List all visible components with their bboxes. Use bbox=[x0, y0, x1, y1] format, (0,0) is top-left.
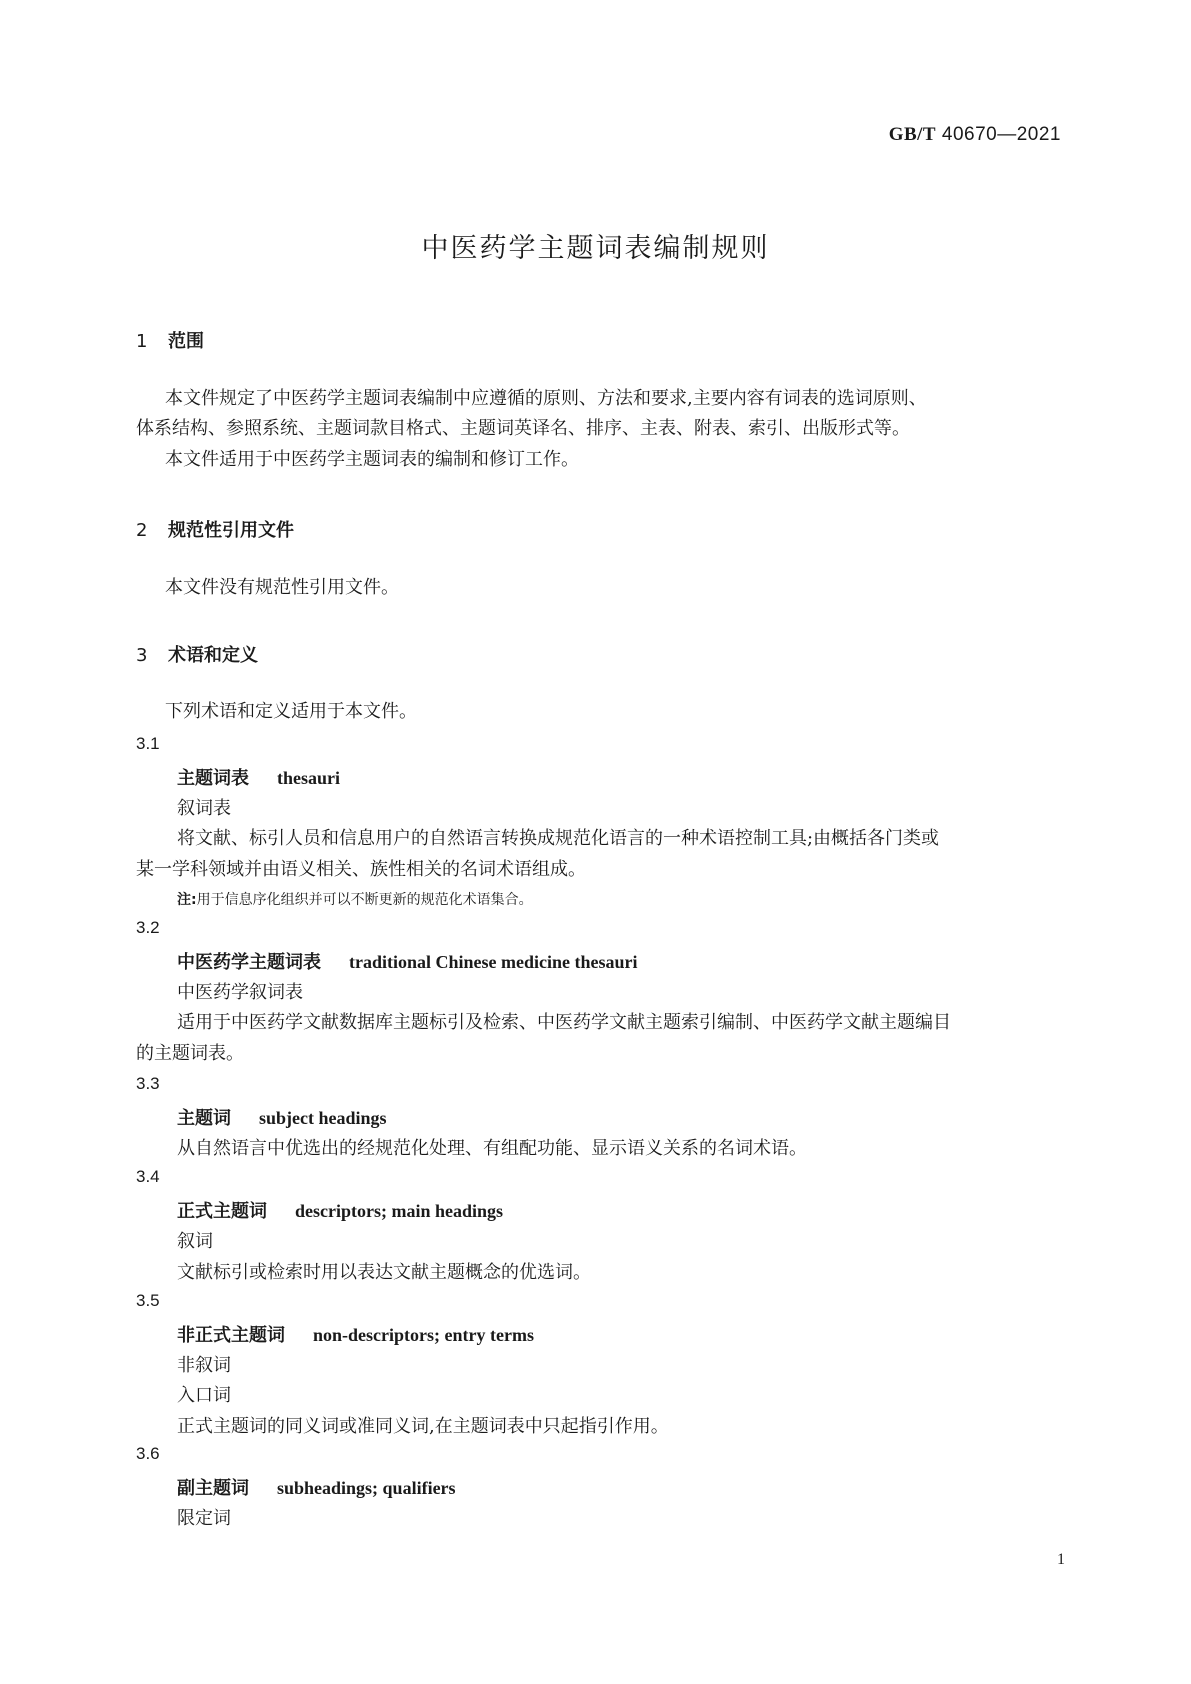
term-english: thesauri bbox=[277, 768, 340, 788]
clause-number: 3.3 bbox=[136, 1074, 160, 1093]
term-synonym: 入口词 bbox=[177, 1385, 231, 1406]
term-chinese: 主题词表 bbox=[177, 768, 249, 789]
clause-number: 3.4 bbox=[136, 1167, 160, 1186]
term-english: descriptors; main headings bbox=[295, 1201, 504, 1221]
section-heading-3 bbox=[136, 641, 258, 667]
section-heading-2 bbox=[136, 516, 294, 542]
term-entry bbox=[177, 948, 638, 974]
term-english: non-descriptors; entry terms bbox=[313, 1325, 534, 1345]
note-text: 用于信息序化组织并可以不断更新的规范化术语集合。 bbox=[196, 892, 533, 908]
term-definition: 文献标引或检索时用以表达文献主题概念的优选词。 bbox=[177, 1262, 591, 1283]
term-definition: 从自然语言中优选出的经规范化处理、有组配功能、显示语义关系的名词术语。 bbox=[177, 1138, 807, 1159]
term-chinese: 非正式主题词 bbox=[177, 1325, 285, 1346]
term-english: subheadings; qualifiers bbox=[277, 1478, 456, 1498]
clause-number: 3.1 bbox=[136, 734, 160, 753]
standard-code: 40670—2021 bbox=[941, 124, 1061, 145]
term-chinese: 主题词 bbox=[177, 1108, 231, 1129]
term-synonym: 叙词表 bbox=[177, 798, 231, 819]
term-definition: 的主题词表。 bbox=[136, 1043, 244, 1064]
section-number: 3 bbox=[136, 645, 148, 666]
paragraph-line: 本文件没有规范性引用文件。 bbox=[165, 577, 399, 598]
standard-number bbox=[889, 124, 1061, 146]
term-definition: 某一学科领域并由语义相关、族性相关的名词术语组成。 bbox=[136, 859, 586, 880]
term-entry bbox=[177, 1321, 534, 1347]
clause-number: 3.5 bbox=[136, 1291, 160, 1310]
standard-prefix: GB/T bbox=[888, 124, 937, 145]
term-synonym: 叙词 bbox=[177, 1231, 213, 1252]
term-definition: 适用于中医药学文献数据库主题标引及检索、中医药学文献主题索引编制、中医药学文献主题编目 bbox=[177, 1012, 951, 1033]
term-synonym: 中医药学叙词表 bbox=[177, 982, 303, 1003]
term-entry bbox=[177, 764, 340, 790]
term-note bbox=[177, 889, 533, 909]
term-english: subject headings bbox=[259, 1108, 387, 1128]
term-chinese: 副主题词 bbox=[177, 1478, 249, 1499]
term-entry bbox=[177, 1197, 503, 1223]
term-entry bbox=[177, 1474, 456, 1500]
paragraph-line: 下列术语和定义适用于本文件。 bbox=[165, 701, 417, 722]
term-synonym: 非叙词 bbox=[177, 1355, 231, 1376]
term-synonym: 限定词 bbox=[177, 1508, 231, 1529]
section-number: 2 bbox=[136, 520, 148, 541]
section-title: 规范性引用文件 bbox=[168, 520, 294, 541]
section-heading-1 bbox=[136, 327, 204, 353]
paragraph-line: 体系结构、参照系统、主题词款目格式、主题词英译名、排序、主表、附表、索引、出版形式等。 bbox=[136, 418, 910, 439]
section-title: 范围 bbox=[168, 331, 204, 352]
section-number: 1 bbox=[136, 331, 148, 352]
document-title: 中医药学主题词表编制规则 bbox=[421, 233, 770, 264]
term-definition: 正式主题词的同义词或准同义词,在主题词表中只起指引作用。 bbox=[177, 1416, 669, 1437]
clause-number: 3.6 bbox=[136, 1444, 160, 1463]
note-label: 注: bbox=[177, 892, 197, 908]
term-definition: 将文献、标引人员和信息用户的自然语言转换成规范化语言的一种术语控制工具;由概括各门类或 bbox=[177, 828, 940, 849]
term-chinese: 中医药学主题词表 bbox=[177, 952, 321, 973]
term-chinese: 正式主题词 bbox=[177, 1201, 267, 1222]
page-number: 1 bbox=[1057, 1551, 1065, 1568]
term-entry bbox=[177, 1104, 387, 1130]
paragraph-line: 本文件适用于中医药学主题词表的编制和修订工作。 bbox=[165, 449, 579, 470]
term-english: traditional Chinese medicine thesauri bbox=[349, 952, 638, 972]
clause-number: 3.2 bbox=[136, 918, 160, 937]
paragraph-line: 本文件规定了中医药学主题词表编制中应遵循的原则、方法和要求,主要内容有词表的选词原则、 bbox=[165, 388, 927, 409]
section-title: 术语和定义 bbox=[168, 645, 258, 666]
